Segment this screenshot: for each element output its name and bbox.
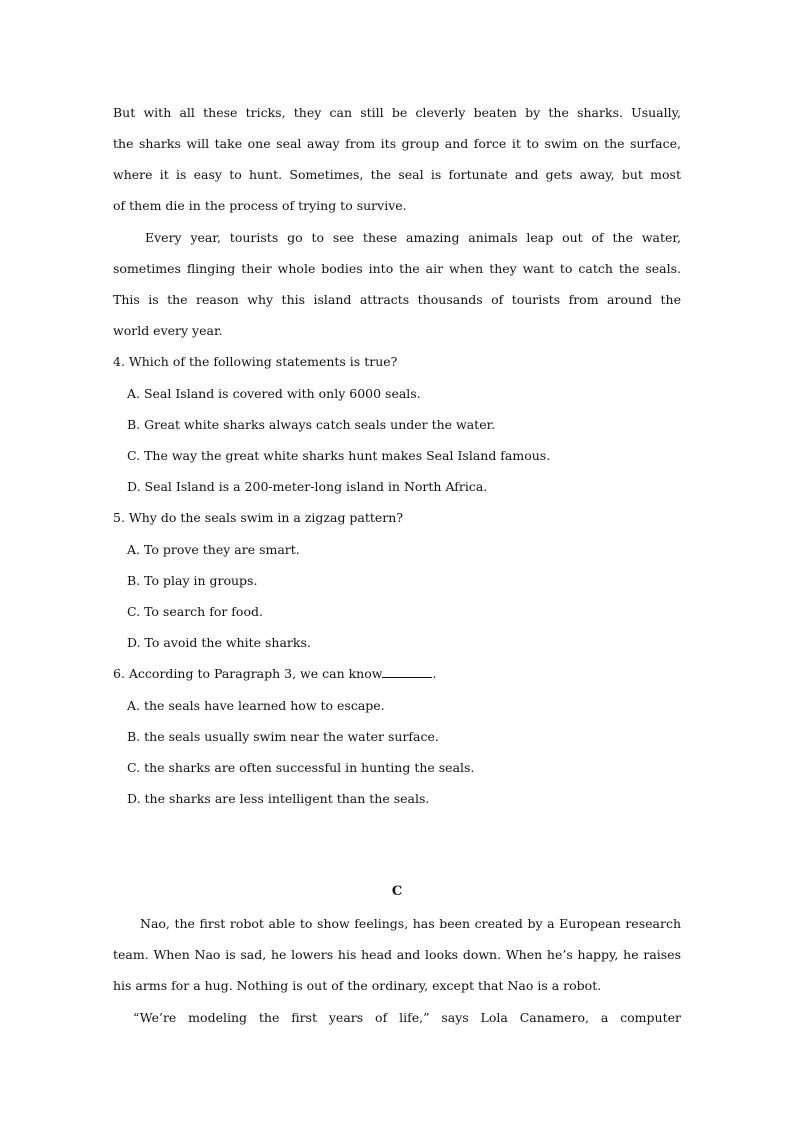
paragraph-line: This is the reason why this island attracts thousands of tourists from around the — [113, 292, 681, 307]
question-option: B. Great white sharks always catch seals under the water. — [127, 417, 496, 432]
answer-blank — [382, 665, 432, 678]
paragraph-line: “We’re modeling the first years of life,” says Lola Canamero, a computer — [133, 1010, 681, 1025]
paragraph-line: world every year. — [113, 323, 223, 338]
paragraph-line: Every year, tourists go to see these amazing animals leap out of the water, — [145, 230, 681, 245]
paragraph-line: sometimes flinging their whole bodies into the air when they want to catch the seals. — [113, 261, 681, 276]
question-stem-5: 5. Why do the seals swim in a zigzag pattern? — [113, 510, 404, 525]
question-option: C. the sharks are often successful in hunting the seals. — [127, 760, 475, 775]
question-stem-text: 6. According to Paragraph 3, we can know — [113, 666, 383, 681]
question-option: A. To prove they are smart. — [127, 542, 300, 557]
question-option: B. the seals usually swim near the water surface. — [127, 729, 439, 744]
question-stem-6 — [113, 664, 681, 684]
paragraph-line: But with all these tricks, they can still be cleverly beaten by the sharks. Usually, — [113, 105, 681, 120]
paragraph-line: of them die in the process of trying to survive. — [113, 198, 407, 213]
question-stem-end: . — [432, 666, 437, 681]
paragraph-line: the sharks will take one seal away from its group and force it to swim on the surface, — [113, 136, 681, 151]
question-option: B. To play in groups. — [127, 573, 258, 588]
paragraph-line: where it is easy to hunt. Sometimes, the seal is fortunate and gets away, but most — [113, 167, 681, 182]
question-option: A. Seal Island is covered with only 6000 seals. — [127, 386, 421, 401]
question-stem-4: 4. Which of the following statements is true? — [113, 354, 398, 369]
section-heading: C — [391, 884, 403, 899]
paragraph-line: his arms for a hug. Nothing is out of the ordinary, except that Nao is a robot. — [113, 978, 602, 993]
question-option: D. the sharks are less intelligent than the seals. — [127, 791, 430, 806]
question-option: C. To search for food. — [127, 604, 263, 619]
question-option: C. The way the great white sharks hunt makes Seal Island famous. — [127, 448, 551, 463]
paragraph-line: Nao, the first robot able to show feelings, has been created by a European research — [140, 916, 681, 931]
paragraph-line: team. When Nao is sad, he lowers his head and looks down. When he’s happy, he raises — [113, 947, 681, 962]
question-option: D. Seal Island is a 200-meter-long island in North Africa. — [127, 479, 488, 494]
question-option: A. the seals have learned how to escape. — [127, 698, 385, 713]
question-option: D. To avoid the white sharks. — [127, 635, 311, 650]
